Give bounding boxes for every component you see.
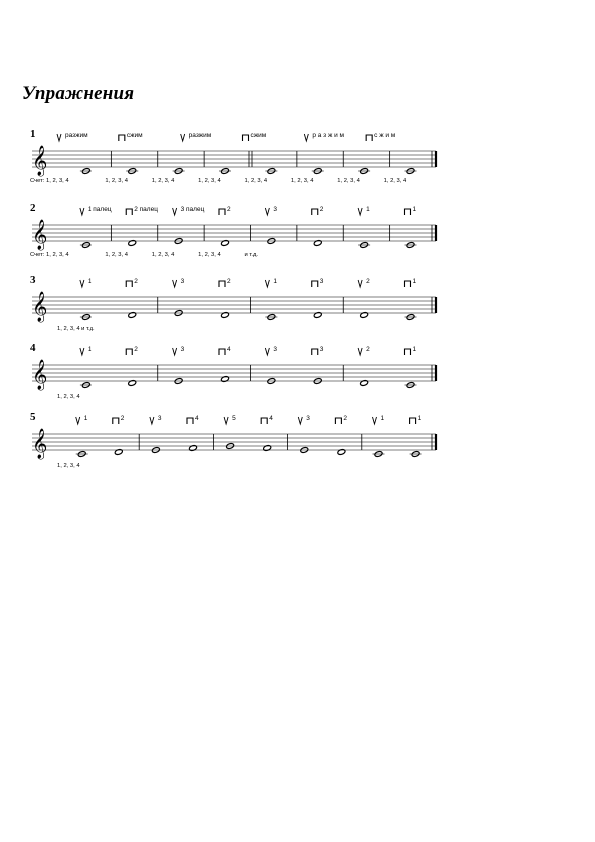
bow-label: разжим xyxy=(65,132,88,139)
treble-clef-icon: 𝄞 xyxy=(32,146,48,176)
whole-note xyxy=(128,312,137,319)
down-bow-icon xyxy=(219,281,225,287)
bow-label: 2 xyxy=(226,278,231,285)
count-label: и т.д. xyxy=(244,252,258,258)
down-bow-icon xyxy=(126,349,132,355)
bow-label: 2 xyxy=(366,346,370,353)
bow-label: 1 xyxy=(366,206,370,213)
bow-label: 3 xyxy=(180,278,185,285)
down-bow-icon xyxy=(219,209,225,215)
count-label: Счет: 1, 2, 3, 4 xyxy=(30,252,69,258)
bow-label: 2 xyxy=(226,206,231,213)
bow-label: 1 xyxy=(83,415,88,422)
whole-note xyxy=(263,445,272,452)
down-bow-icon xyxy=(126,281,132,287)
count-label: 1, 2, 3, 4 xyxy=(383,178,407,184)
down-bow-icon xyxy=(243,135,249,141)
down-bow-icon xyxy=(113,418,119,424)
whole-note xyxy=(128,240,137,247)
down-bow-icon xyxy=(219,349,225,355)
up-bow-icon xyxy=(173,280,177,287)
up-bow-icon xyxy=(298,417,302,424)
bow-label: 3 палец xyxy=(180,206,205,213)
up-bow-icon xyxy=(265,348,269,355)
up-bow-icon xyxy=(304,134,308,141)
bow-label: 1 xyxy=(87,346,92,353)
count-label: 1, 2, 3, 4 xyxy=(198,178,221,184)
bow-label: 2 xyxy=(366,278,370,285)
down-bow-icon xyxy=(312,281,318,287)
count-label: 1, 2, 3, 4 xyxy=(151,178,175,184)
bow-label: 3 xyxy=(273,206,277,213)
bow-label: 4 xyxy=(269,415,273,422)
bow-label: 2 xyxy=(134,278,138,285)
up-bow-icon xyxy=(265,280,269,287)
bow-label: 2 xyxy=(134,346,138,353)
down-bow-icon xyxy=(404,281,410,287)
down-bow-icon xyxy=(410,418,416,424)
bow-label: р а з ж и м xyxy=(312,132,345,139)
count-label: 1, 2, 3, 4 xyxy=(337,178,360,184)
bow-label: 1 xyxy=(87,278,92,285)
up-bow-icon xyxy=(358,280,362,287)
up-bow-icon xyxy=(80,280,84,287)
bow-label: разжим xyxy=(188,132,212,139)
down-bow-icon xyxy=(404,209,410,215)
whole-note xyxy=(360,380,369,387)
count-label: 1, 2, 3, 4 xyxy=(244,178,268,184)
bow-label: 2 палец xyxy=(134,206,158,213)
up-bow-icon xyxy=(372,417,376,424)
bow-label: 1 xyxy=(412,346,417,353)
whole-note xyxy=(313,240,322,247)
count-label: 1, 2, 3, 4 xyxy=(57,394,80,400)
whole-note xyxy=(313,312,322,319)
up-bow-icon xyxy=(80,208,84,215)
exercise-number: 5 xyxy=(30,411,36,423)
count-label: Счет: 1, 2, 3, 4 xyxy=(30,178,69,184)
down-bow-icon xyxy=(312,349,318,355)
up-bow-icon xyxy=(358,348,362,355)
down-bow-icon xyxy=(126,209,132,215)
treble-clef-icon: 𝄞 xyxy=(32,360,48,390)
up-bow-icon xyxy=(265,208,269,215)
up-bow-icon xyxy=(173,348,177,355)
bow-label: сжим xyxy=(126,132,143,139)
count-label: 1, 2, 3, 4 xyxy=(105,178,128,184)
music-staff xyxy=(0,202,595,282)
bow-label: 4 xyxy=(194,415,199,422)
bow-label: 1 xyxy=(417,415,422,422)
bow-label: 3 xyxy=(157,415,162,422)
treble-clef-icon: 𝄞 xyxy=(32,220,48,250)
bow-label: 2 xyxy=(343,415,348,422)
bow-label: 3 xyxy=(180,346,185,353)
up-bow-icon xyxy=(80,348,84,355)
whole-note xyxy=(221,312,230,319)
count-label: 1, 2, 3, 4 xyxy=(290,178,314,184)
up-bow-icon xyxy=(150,417,154,424)
up-bow-icon xyxy=(76,417,80,424)
bow-label: 2 xyxy=(319,206,324,213)
music-staff xyxy=(0,411,595,491)
exercise-number: 2 xyxy=(30,202,36,214)
exercise-4 xyxy=(0,342,595,422)
down-bow-icon xyxy=(261,418,267,424)
up-bow-icon xyxy=(224,417,228,424)
whole-note xyxy=(221,376,230,383)
bow-label: 1 xyxy=(412,206,417,213)
bow-label: 1 xyxy=(380,415,385,422)
exercise-number: 1 xyxy=(30,128,36,140)
up-bow-icon xyxy=(358,208,362,215)
down-bow-icon xyxy=(335,418,341,424)
bow-label: 3 xyxy=(273,346,277,353)
bow-label: 1 палец xyxy=(87,206,112,213)
down-bow-icon xyxy=(119,135,125,141)
bow-label: 5 xyxy=(232,415,236,422)
count-label: 1, 2, 3, 4 xyxy=(151,252,175,258)
whole-note xyxy=(189,445,198,452)
exercise-number: 4 xyxy=(30,342,36,354)
count-label: 1, 2, 3, 4 и т.д. xyxy=(57,326,95,332)
treble-clef-icon: 𝄞 xyxy=(32,429,48,459)
down-bow-icon xyxy=(404,349,410,355)
down-bow-icon xyxy=(366,135,372,141)
exercise-5 xyxy=(0,411,595,491)
bow-label: 1 xyxy=(412,278,417,285)
up-bow-icon xyxy=(57,134,61,141)
count-label: 1, 2, 3, 4 xyxy=(198,252,221,258)
music-staff xyxy=(0,342,595,422)
up-bow-icon xyxy=(173,208,177,215)
bow-label: 4 xyxy=(226,346,231,353)
bow-label: 2 xyxy=(120,415,125,422)
exercise-2 xyxy=(0,202,595,282)
exercise-1 xyxy=(0,128,595,208)
whole-note xyxy=(221,240,230,247)
count-label: 1, 2, 3, 4 xyxy=(105,252,128,258)
exercise-number: 3 xyxy=(30,274,36,286)
treble-clef-icon: 𝄞 xyxy=(32,292,48,322)
count-label: 1, 2, 3, 4 xyxy=(57,463,80,469)
bow-label: с ж и м xyxy=(374,132,396,139)
bow-label: 3 xyxy=(306,415,310,422)
down-bow-icon xyxy=(187,418,193,424)
bow-label: сжим xyxy=(250,132,267,139)
up-bow-icon xyxy=(181,134,185,141)
whole-note xyxy=(337,449,346,456)
bow-label: 3 xyxy=(319,346,324,353)
bow-label: 3 xyxy=(319,278,324,285)
page-title: Упражнения xyxy=(22,83,135,104)
music-staff xyxy=(0,128,595,208)
bow-label: 1 xyxy=(273,278,277,285)
whole-note xyxy=(114,449,123,456)
whole-note xyxy=(128,380,137,387)
down-bow-icon xyxy=(312,209,318,215)
whole-note xyxy=(360,312,369,319)
